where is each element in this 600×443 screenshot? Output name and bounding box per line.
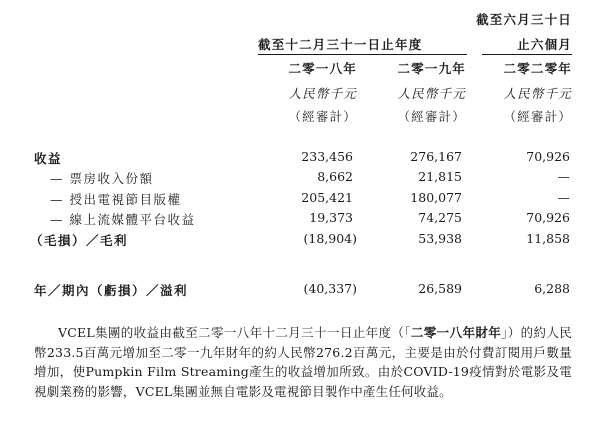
cell-gross-profit-2019: 53,938 bbox=[418, 231, 462, 246]
row-label-box-office: — 票房收入份額 bbox=[50, 171, 154, 186]
cell-tv-licensing-2020: — bbox=[557, 190, 570, 205]
cell-tv-licensing-2018: 205,421 bbox=[301, 190, 353, 205]
period-header-year: 截至十二月三十一日止年度 bbox=[258, 37, 423, 52]
cell-streaming-2018: 19,373 bbox=[309, 210, 353, 225]
cell-net-profit-2020: 6,288 bbox=[534, 281, 570, 296]
col-2019-audited: （經審計） bbox=[397, 109, 466, 124]
cell-streaming-2020: 70,926 bbox=[526, 210, 570, 225]
header-rule-half bbox=[482, 54, 572, 55]
cell-tv-licensing-2019: 180,077 bbox=[410, 190, 462, 205]
col-2020-header: 二零二零年 bbox=[503, 61, 572, 76]
cell-box-office-2019: 21,815 bbox=[418, 169, 462, 184]
col-2019-currency: 人民幣千元 bbox=[397, 86, 466, 101]
cell-revenue-2019: 276,167 bbox=[410, 149, 462, 164]
col-2019-header: 二零一九年 bbox=[397, 61, 466, 76]
cell-gross-profit-2020: 11,858 bbox=[526, 231, 570, 246]
row-label-revenue: 收益 bbox=[34, 151, 63, 166]
col-2018-header: 二零一八年 bbox=[288, 61, 357, 76]
cell-revenue-2020: 70,926 bbox=[526, 149, 570, 164]
col-2020-audited: （經審計） bbox=[503, 109, 572, 124]
period-header-half: 止六個月 bbox=[517, 37, 572, 52]
cell-net-profit-2018: (40,337) bbox=[303, 281, 357, 296]
paragraph-text-2: 」）的約人民幣233.5百萬元增加至二零一九年財年的約人民幣276.2百萬元，主要是由於付費訂閱用戶數量增加，使Pumpkin Film Streaming產生的收益增加所致。由於COVID-19疫情對於電影及電視劇業務的影響，VCEL集團並無自電影及電視節目製作中產生任何收益。 bbox=[34, 325, 572, 399]
header-rule-year bbox=[258, 54, 467, 55]
col-2018-audited: （經審計） bbox=[288, 109, 357, 124]
paragraph-text-1: VCEL集團的收益由截至二零一八年十二月三十一日止年度（「 bbox=[58, 325, 411, 340]
row-label-tv-licensing: — 授出電視節目版權 bbox=[50, 192, 182, 207]
cell-box-office-2018: 8,662 bbox=[317, 169, 353, 184]
revenue-commentary-paragraph bbox=[34, 323, 572, 401]
cell-revenue-2018: 233,456 bbox=[301, 149, 353, 164]
row-label-gross-profit: （毛損）／毛利 bbox=[30, 233, 129, 248]
paragraph-defined-term: 二零一八年財年 bbox=[410, 325, 502, 340]
cell-streaming-2019: 74,275 bbox=[418, 210, 462, 225]
col-2020-currency: 人民幣千元 bbox=[503, 86, 572, 101]
cell-net-profit-2019: 26,589 bbox=[418, 281, 462, 296]
row-label-streaming: — 線上流媒體平台收益 bbox=[50, 212, 196, 227]
row-label-net-profit: 年／期內（虧損）／溢利 bbox=[34, 283, 189, 298]
period-header-june: 截至六月三十日 bbox=[476, 12, 572, 27]
col-2018-currency: 人民幣千元 bbox=[288, 86, 357, 101]
cell-gross-profit-2018: (18,904) bbox=[303, 231, 357, 246]
cell-box-office-2020: — bbox=[557, 169, 570, 184]
